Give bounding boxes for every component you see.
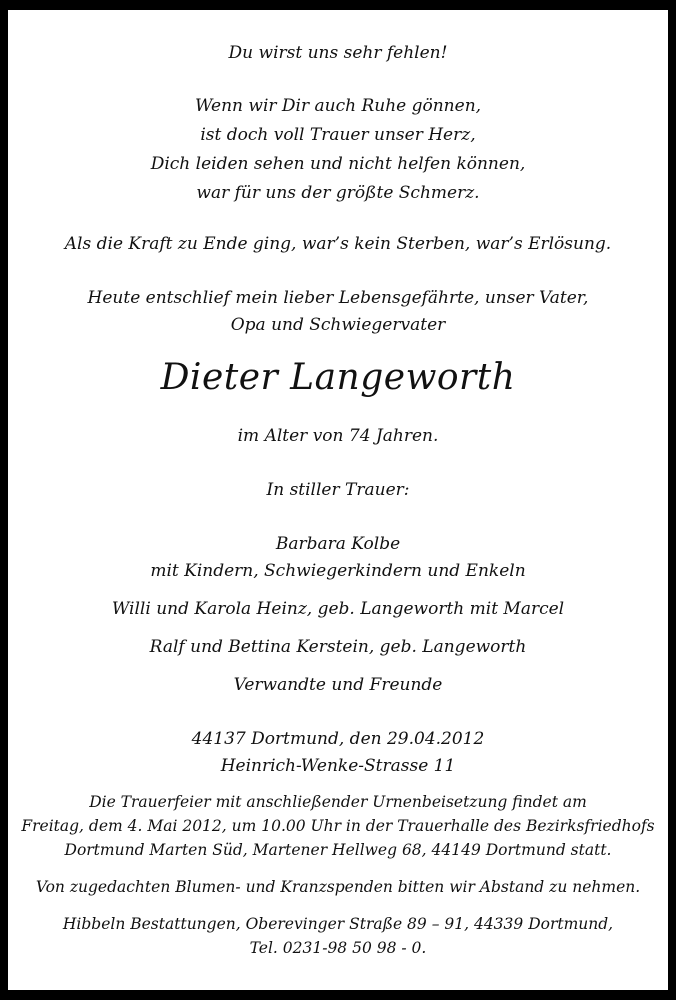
poem-line: Wenn wir Dir auch Ruhe gönnen, [194, 96, 482, 116]
mourner-line: Verwandte und Freunde [233, 675, 443, 695]
relief-line: Als die Kraft zu Ende ging, war’s kein Sterben, war’s Erlösung. [64, 234, 612, 254]
ceremony-line: Dortmund Marten Süd, Martener Hellweg 68, 44149 Dortmund statt. [64, 841, 612, 859]
age-line: im Alter von 74 Jahren. [237, 426, 439, 446]
ceremony-line: Die Trauerfeier mit anschließender Urnenbeisetzung findet am [89, 793, 587, 811]
mourner-line: Barbara Kolbe [275, 534, 401, 554]
undertaker-line: Tel. 0231-98 50 98 - 0. [249, 939, 427, 957]
intro-line: Opa und Schwiegervater [230, 315, 446, 335]
deceased-name: Dieter Langeworth [160, 357, 516, 398]
mourner-line: Willi und Karola Heinz, geb. Langeworth mit Marcel [111, 599, 565, 619]
mourning-heading: In stiller Trauer: [266, 480, 410, 500]
flowers-note: Von zugedachten Blumen- und Kranzspenden bitten wir Abstand zu nehmen. [35, 878, 641, 896]
place-date: 44137 Dortmund, den 29.04.2012 [191, 729, 485, 749]
motto: Du wirst uns sehr fehlen! [228, 43, 448, 63]
address: Heinrich-Wenke-Strasse 11 [220, 756, 456, 776]
poem-line: Dich leiden sehen und nicht helfen können, [150, 154, 526, 174]
intro-line: Heute entschlief mein lieber Lebensgefährte, unser Vater, [87, 288, 589, 308]
ceremony-line: Freitag, dem 4. Mai 2012, um 10.00 Uhr in der Trauerhalle des Bezirksfriedhofs [21, 817, 655, 835]
poem-line: ist doch voll Trauer unser Herz, [200, 125, 476, 145]
undertaker-line: Hibbeln Bestattungen, Oberevinger Straße 89 – 91, 44339 Dortmund, [62, 915, 614, 933]
mourner-line: Ralf und Bettina Kerstein, geb. Langeworth [149, 637, 527, 657]
mourner-line: mit Kindern, Schwiegerkindern und Enkeln [150, 561, 526, 581]
poem-line: war für uns der größte Schmerz. [196, 183, 480, 203]
